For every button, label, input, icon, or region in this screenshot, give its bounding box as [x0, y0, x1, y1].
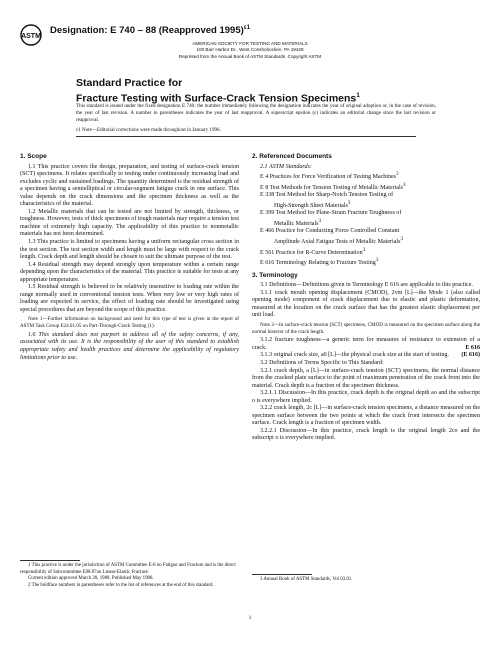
- ref-e561: E 561 Practice for R-Curve Determination$^3$: [260, 247, 366, 256]
- para-3-2: 3.2 Definitions of Terms Specific to This Standard:: [260, 360, 384, 366]
- designation: Designation: E 740 – 88 (Reapproved 1995)$^{\varepsilon 1}$: [50, 25, 250, 37]
- page-number: 1: [248, 615, 252, 621]
- publisher-address: 100 Barr Harbor Dr., West Conshohocken, PA 19428: [196, 47, 304, 53]
- ref-e8: E 8 Test Methods for Tension Testing of Metallic Materials$^3$: [260, 182, 406, 191]
- svg-text:ASTM: ASTM: [21, 33, 41, 40]
- para-3-1-2: 3.1.2 fracture toughness—a generic term for measures of resistance to extension of a crack. E 616: [252, 337, 480, 351]
- para-3-2-2: 3.2.2 crack length, 2c [L]—in surface-crack tension specimens, a distance measured on the specimen surface between the two points at which the crack front intersects the specimen surface. Crack length is a fraction of specimen width.: [252, 405, 480, 427]
- left-column: [20, 149, 239, 362]
- footnote-rule-right: [252, 574, 312, 575]
- note-1: Note 1—Further information on background and need for this type of test is given in the report of ASTM Task Group E24.01.05 on Part-Through-Crack Testing (1).: [20, 316, 239, 330]
- astm-standards-label: 2.1 ASTM Standards:: [260, 163, 312, 170]
- ref-e399: E 399 Test Method for Plane-Strain Fracture Toughness of: [260, 210, 402, 217]
- para-3-1-3: 3.1.3 original crack size, a0 [L]—the physical crack size at the start of testing. (E 616): [260, 352, 480, 359]
- note-2: Note 2—In surface-crack tension (SCT) specimens, CMOD is measured on the specimen surface along the normal bisector of the crack length.: [252, 321, 480, 335]
- para-3-2-2-1: 3.2.2.1 Discussion—In this practice, crack length is the original length 2co and the subscript o is everywhere implied.: [252, 427, 480, 442]
- ref-e338-cont: High-Strength Sheet Materials$^3$: [274, 200, 351, 209]
- footnote-1b: Current edition approved March 28, 1988. Published May 1988.: [28, 576, 154, 582]
- para-1-4: 1.4 Residual strength may depend strongly upon temperature within a certain range depending upon the characteristics of the material. This practice is suitable for tests at any appropriate temperature.: [20, 261, 239, 283]
- para-3-2-1: 3.2.1 crack depth, a [L]—in surface-crack tension (SCT) specimens, the normal distance from the cracked plate surface to the point of maximum penetration of the crack front into the material. Crack depth is a fraction of the specimen thickness.: [252, 367, 480, 389]
- ref-e4: E 4 Practices for Force Verification of Testing Machines$^3$: [260, 172, 399, 181]
- ref-e338: E 338 Test Method for Sharp-Notch Tension Testing of: [260, 192, 394, 199]
- publisher-block: [0, 41, 500, 60]
- ref-e616: E 616 Terminology Relating to Fracture Testing$^3$: [260, 258, 379, 267]
- ref-e399-cont: Metallic Materials$^3$: [274, 218, 322, 227]
- divider: [76, 136, 416, 137]
- right-column: [252, 149, 480, 443]
- ref-e466: E 466 Practice for Conducting Force Controlled Constant: [260, 228, 400, 235]
- publisher-name: AMERICAN SOCIETY FOR TESTING AND MATERIALS: [192, 41, 308, 46]
- footnote-3: 3 Annual Book of ASTM Standards, Vol 03.01.: [260, 577, 353, 582]
- section-3-heading: 3. Terminology: [252, 271, 298, 279]
- footnote-rule: [20, 560, 80, 561]
- footnote-2: 2 The boldface numbers in parentheses refer to the list of references at the end of this standard.: [28, 582, 214, 588]
- ref-e466-cont: Amplitude Axial Fatigue Tests of Metallic Materials$^3$: [274, 236, 403, 245]
- para-3-1: 3.1 Definitions—Definitions given in Terminology E 616 are applicable to this practice.: [260, 282, 473, 289]
- epsilon-note: ε1 Note—Editorial corrections were made throughout in January 1996.: [76, 127, 221, 133]
- para-3-1-1: 3.1.1 crack mouth opening displacement (CMOD), 2vm [L]—the Mode 1 (also called opening mode) component of crack displacement due to elastic and plastic deformation, measured at the location on the crack surface that has the greatest elastic displacement per unit load.: [252, 289, 480, 319]
- right-footnotes: [252, 577, 480, 584]
- section-2-heading: 2. Referenced Documents: [252, 153, 332, 160]
- para-1-3: 1.3 This practice is limited to specimens having a uniform rectangular cross section in the test section. The test section width and length must be large with respect to the crack length. Crack depth and length should be chosen to suit the ultimate purpose of the test.: [20, 239, 239, 261]
- document-title: Standard Practice for Fracture Testing with Surface-Crack Tension Specimens$^1$: [76, 77, 360, 104]
- para-3-2-1-1: 3.2.1.1 Discussion—In this practice, crack depth is the original depth ao and the subscript o is everywhere implied.: [252, 390, 480, 404]
- para-1-6: 1.6 This standard does not purport to address all of the safety concerns, if any, associated with its use. It is the responsibility of the user of this standard to establish appropriate safety and health practices and determine the applicability of regulatory limitations prior to use.: [20, 331, 239, 361]
- reprint-note: Reprinted from the Annual Book of ASTM Standards. Copyright ASTM: [178, 53, 322, 59]
- section-1-heading: 1. Scope: [20, 153, 47, 160]
- para-1-1: 1.1 This practice covers the design, preparation, and testing of surface-crack tension (SCT) specimens. It relates specifically to testing under continuously increasing load and excludes cyclic and sustained loadings. The quantity determined is the residual strength of a specimen having a semielliptical or circular-segment fatigue crack in one surface. This value depends on the crack dimensions and the specimen thickness as well as the characteristics of the material.: [20, 163, 239, 208]
- para-1-2: 1.2 Metallic materials that can be tested are not limited by strength, thickness, or toughness. However, tests of thick specimens of tough materials may require a tension test machine of extremely high capacity. The applicability of this practice to nonmetallic materials has not been determined.: [20, 208, 239, 238]
- para-1-5: 1.5 Residual strength is believed to be relatively insensitive to loading rate within the range normally used in conventional tension tests. When very low or very high rates of loading are expected in service, the effect of loading rate should be investigated using special procedures that are beyond the scope of this practice.: [20, 284, 239, 313]
- issue-statement: This standard is issued under the fixed designation E 740; the number immediately following the designation indicates the year of original adoption or, in the case of revision, the year of last revision. A number in parentheses indicates the year of last reapproval. A superscript epsilon (ε) indicates an editorial change since the last revision or reapproval.: [76, 103, 436, 123]
- left-footnotes: [20, 563, 239, 589]
- footnote-1: 1 This practice is under the jurisdiction of ASTM Committee E-8 on Fatigue and Fracture and is the direct responsibility of Subcommittee E08.07on Linear-Elastic Fracture.: [20, 563, 236, 575]
